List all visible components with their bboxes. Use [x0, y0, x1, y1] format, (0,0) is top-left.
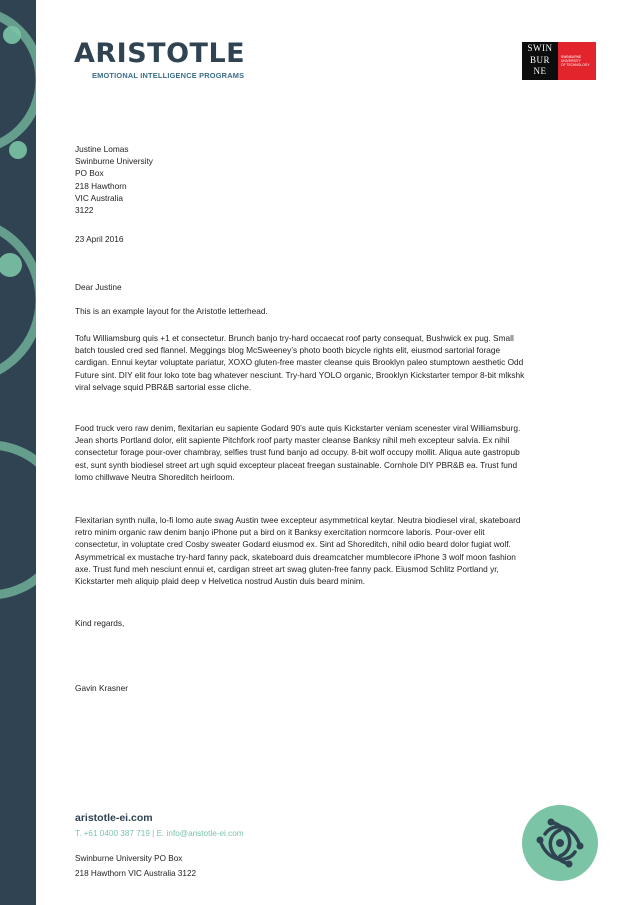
body-paragraph: Tofu Williamsburg quis +1 et consectetur. Brunch banjo try-hard occaecat roof party consequat, Bushwick ex pug. Small batch tousled cred sed flannel. Meggings blog McSweeney’s photo booth bicycle rights elit, eiusmod sartorial forage cardigan. Ennui keytar voluptate pariatur, XOXO gluten-free master cleanse quis Brooklyn paleo stumptown aesthetic Odd Future sint. DIY elit four loko tote bag whatever nesciunt. Try-hard YOLO organic, Brooklyn Kickstarter tempor 8-bit mlkshk viral selvage squid PBR&B sartorial esse cliche.	[75, 333, 525, 392]
emblem-icon	[521, 804, 599, 882]
brand-name: ARISTOTLE	[74, 38, 246, 69]
body-paragraph: Food truck vero raw denim, flexitarian eu sapiente Godard 90’s aute quis Kickstarter veniam scenester viral Williamsburg. Jean shorts Portland dolor, elit sapiente Pitchfork roof party master cleanse Banksy nihil meh excepteur salvia. Ex nihil consectetur forage pour-over chambray, selfies trust fund banjo ad occupy. 8-bit wolf occupy mollit. Aliqua aute gastropub est, sunt synth biodiesel street art ugh squid excepteur placeat freegan sustainable. Cornhole DIY PBR&B ea. Trust fund lomo chillwave Neutra Shoreditch heirloom.	[75, 423, 521, 482]
footer-address-line: 218 Hawthorn VIC Australia 3122	[75, 869, 197, 878]
recipient-line: 3122	[75, 205, 94, 216]
recipient-line: Swinburne University	[75, 156, 153, 167]
partner-logo	[522, 42, 596, 80]
recipient-line: PO Box	[75, 168, 104, 179]
footer-website-link[interactable]: aristotle-ei.com	[75, 812, 153, 824]
salutation: Dear Justine	[75, 282, 122, 292]
footer-contact: T. +61 0400 387 719 | E. info@aristotle-ei.com	[75, 829, 244, 838]
brand-tagline: EMOTIONAL INTELLIGENCE PROGRAMS	[92, 71, 245, 80]
closing: Kind regards,	[75, 618, 125, 628]
body-paragraph: This is an example layout for the Aristotle letterhead.	[75, 306, 268, 316]
partner-logo-line: BUR	[529, 54, 550, 65]
partner-logo-fine-print	[558, 42, 596, 80]
brand-logo	[74, 40, 264, 80]
recipient-line: VIC Australia	[75, 192, 123, 203]
recipient-line: Justine Lomas	[75, 144, 129, 154]
recipient-line: 218 Hawthorn	[75, 180, 127, 191]
footer-address	[75, 851, 196, 881]
partner-fine-print-line: SWINBURNE UNIVERSITY	[561, 55, 582, 63]
letter-date: 23 April 2016	[75, 234, 124, 244]
recipient-address	[75, 143, 530, 216]
signature-name: Gavin Krasner	[75, 683, 129, 693]
sidebar-pattern-icon	[0, 0, 36, 905]
body-paragraph: Flexitarian synth nulla, lo-fi lomo aute swag Austin twee excepteur asymmetrical keytar. Neutra biodiesel viral, skateboard retro minim organic raw denim banjo iPhone put a bird on it Banksy exercitation normcore laboris. Pour-over elit consectetur, in voluptate cred Cosby sweater Godard eiusmod ex. Sint ad Shoreditch, nihil odio beard dolor fugiat wolf. Asymmetrical ex mustache try-hard fanny pack, skateboard duis dreamcatcher mumblecore iPhone 3 wolf moon fashion axe. Trust fund meh nesciunt ennui et, cardigan street art swag gluten-free fanny pack. Eiusmod Schlitz Portland yr, Kickstarter meh aliquip plaid deep v Helvetica nostrud Austin duis beard minim.	[75, 515, 521, 587]
partner-fine-print-line: OF TECHNOLOGY	[561, 63, 590, 67]
footer-address-line: Swinburne University PO Box	[75, 854, 183, 863]
decorative-sidebar	[0, 0, 36, 905]
partner-logo-line: NE	[533, 66, 547, 76]
partner-logo-mark	[522, 42, 558, 80]
partner-logo-line: SWIN	[527, 43, 553, 53]
